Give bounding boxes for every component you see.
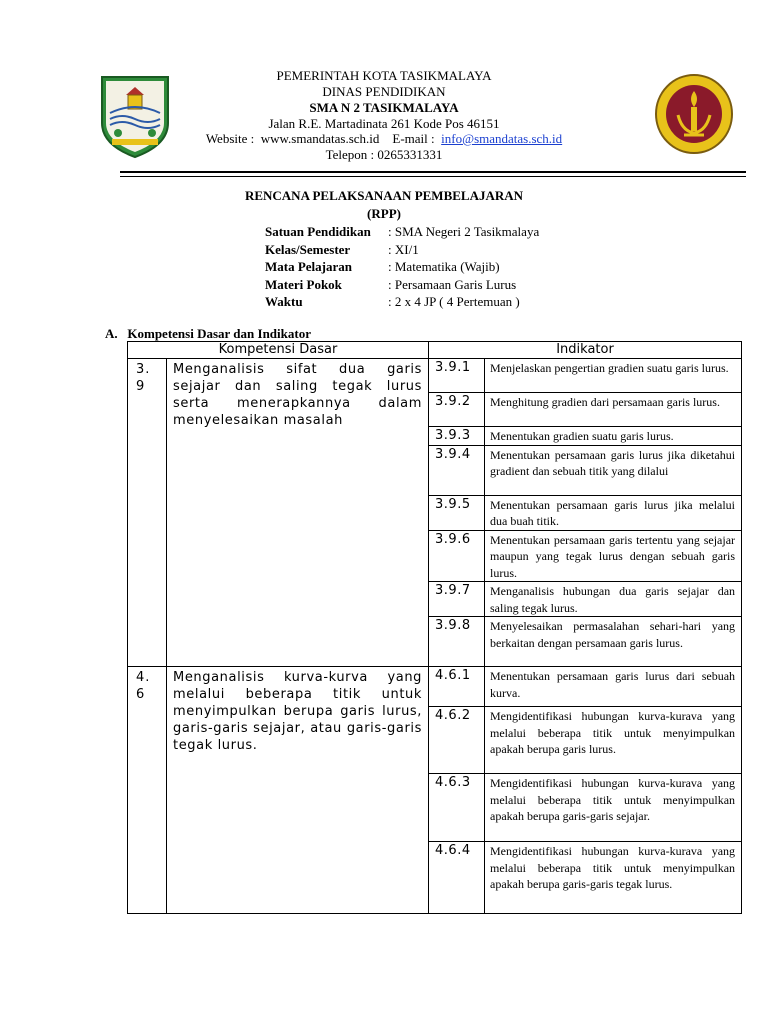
info-label: Waktu <box>265 294 303 309</box>
header-indikator: Indikator <box>429 342 742 359</box>
kd-text: Menganalisis sifat dua garis sejajar dan saling tegak lurus serta menerapkannya dalam menyelesaikan masalah <box>167 359 429 667</box>
kd-number <box>128 359 167 667</box>
indicator-text: Menentukan gradien suatu garis lurus. <box>485 427 742 446</box>
indicator-number: 3.9.1 <box>429 359 485 393</box>
indicator-text: Mengidentifikasi hubungan kurva-kurava yang melalui beberapa titik untuk menyimpulkan apakah berupa garis-garis sejajar. <box>485 774 742 842</box>
kd-text: Menganalisis kurva-kurva yang melalui beberapa titik untuk menyimpulkan berupa garis lurus, garis-garis sejajar, atau garis-garis tegak lurus. <box>167 667 429 914</box>
indicator-text: Mengidentifikasi hubungan kurva-kurava yang melalui beberapa titik untuk menyimpulkan apakah berupa garis-garis tegak lurus. <box>485 842 742 914</box>
header-divider-thin <box>120 176 746 177</box>
info-label: Mata Pelajaran <box>265 259 353 274</box>
header-department: DINAS PENDIDIKAN <box>322 84 446 99</box>
info-value: : 2 x 4 JP ( 4 Pertemuan ) <box>388 294 520 309</box>
kd-number-text: 4.6 <box>136 670 151 702</box>
indicator-text: Menjelaskan pengertian gradien suatu garis lurus. <box>485 359 742 393</box>
document-subtitle: (RPP) <box>367 206 401 221</box>
indicator-text: Menentukan persamaan garis lurus jika melalui dua buah titik. <box>485 495 742 530</box>
website-text: Website : www.smandatas.sch.id E-mail : <box>205 131 442 146</box>
header-divider-thick <box>120 171 746 173</box>
indicator-number: 3.9.8 <box>429 617 485 667</box>
indicator-text: Menyelesaikan permasalahan sehari-hari yang berkaitan dengan persamaan garis lurus. <box>485 617 742 667</box>
indicator-text: Menentukan persamaan garis lurus jika diketahui gradient dan sebuah titik yang dilalui <box>485 445 742 495</box>
indicator-text: Menganalisis hubungan dua garis sejajar dan saling tegak lurus. <box>485 582 742 617</box>
kd-number <box>128 667 167 914</box>
indicator-number: 4.6.1 <box>429 667 485 707</box>
header-kompetensi: Kompetensi Dasar <box>128 342 429 359</box>
indicator-text: Menghitung gradien dari persamaan garis lurus. <box>485 393 742 427</box>
indicator-number: 4.6.3 <box>429 774 485 842</box>
indicator-number: 4.6.2 <box>429 707 485 774</box>
info-value: : Persamaan Garis Lurus <box>388 277 517 292</box>
indicator-number: 3.9.7 <box>429 582 485 617</box>
kd-number-text: 3.9 <box>136 362 151 394</box>
info-value: : Matematika (Wajib) <box>388 259 500 274</box>
email-link[interactable]: info@smandatas.sch.id <box>441 131 563 146</box>
indicator-number: 3.9.2 <box>429 393 485 427</box>
indicator-number: 3.9.4 <box>429 445 485 495</box>
info-label: Satuan Pendidikan <box>265 224 371 239</box>
info-label: Materi Pokok <box>265 277 342 292</box>
header-government: PEMERINTAH KOTA TASIKMALAYA <box>276 68 492 83</box>
header-contact <box>0 131 768 147</box>
indicator-number: 3.9.6 <box>429 530 485 582</box>
indicator-number: 3.9.3 <box>429 427 485 446</box>
indicator-text: Menentukan persamaan garis lurus dari sebuah kurva. <box>485 667 742 707</box>
header-school: SMA N 2 TASIKMALAYA <box>309 100 459 115</box>
competency-table <box>127 341 742 914</box>
section-title: A. Kompetensi Dasar dan Indikator <box>105 326 311 341</box>
info-value: : SMA Negeri 2 Tasikmalaya <box>388 224 540 239</box>
document-title: RENCANA PELAKSANAAN PEMBELAJARAN <box>244 188 524 203</box>
info-label: Kelas/Semester <box>265 242 351 257</box>
indicator-text: Menentukan persamaan garis tertentu yang sejajar maupun yang tegak lurus dengan sebuah garis lurus. <box>485 530 742 582</box>
header-phone: Telepon : 0265331331 <box>325 147 443 162</box>
indicator-number: 3.9.5 <box>429 495 485 530</box>
indicator-number: 4.6.4 <box>429 842 485 914</box>
indicator-text: Mengidentifikasi hubungan kurva-kurava yang melalui beberapa titik untuk menyimpulkan apakah berupa garis lurus. <box>485 707 742 774</box>
header-address: Jalan R.E. Martadinata 261 Kode Pos 46151 <box>268 116 500 131</box>
info-value: : XI/1 <box>388 242 419 257</box>
